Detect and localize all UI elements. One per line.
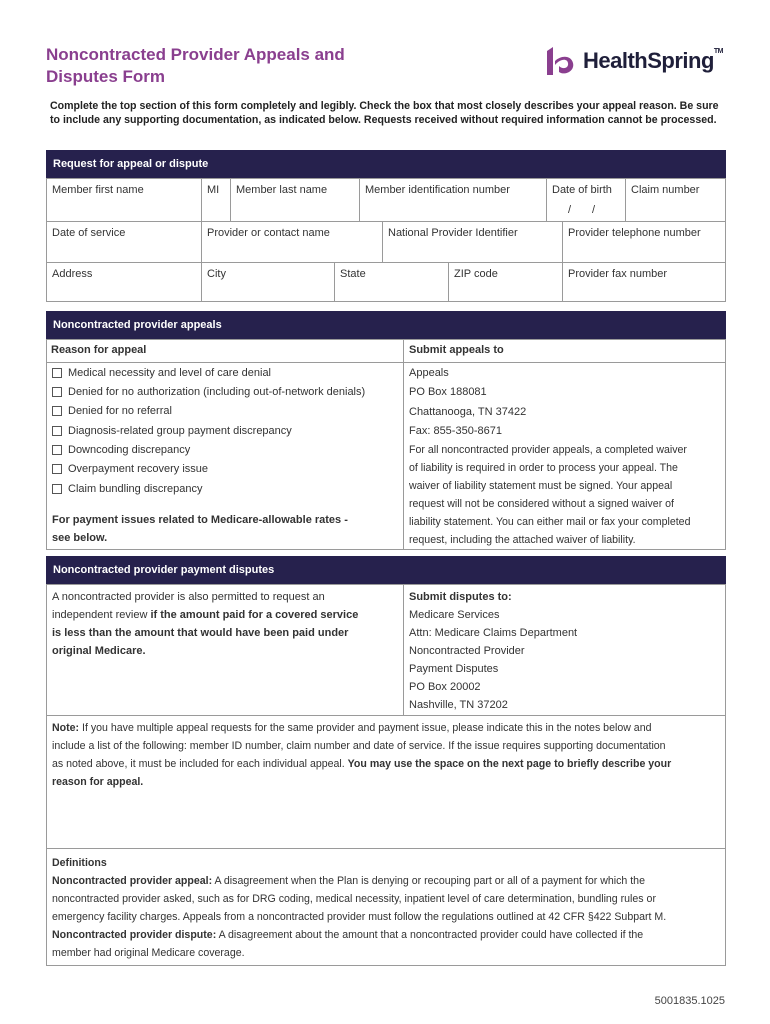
waiver-text-line: request, including the attached waiver of liability. [409,534,636,546]
checkbox[interactable] [52,387,62,397]
disputes-text-line: is less than the amount that would have been paid under [52,627,349,639]
definition-dispute: member had original Medicare coverage. [52,947,245,959]
provider-phone-label: Provider telephone number [568,227,701,239]
reason-header-row [46,339,404,363]
reason-label: Denied for no authorization (including out-of-network denials) [68,386,366,398]
waiver-text-line: For all noncontracted provider appeals, a completed waiver [409,444,687,456]
disputes-section-header: Noncontracted provider payment disputes [46,556,726,584]
checkbox[interactable] [52,445,62,455]
provider-contact-field[interactable] [201,221,383,263]
document-number: 5001835.1025 [654,995,725,1007]
checkbox[interactable] [52,368,62,378]
disputes-address-line: Medicare Services [409,609,500,621]
checkbox[interactable] [52,464,62,474]
disputes-address-line: PO Box 20002 [409,681,481,693]
reason-option[interactable] [52,483,203,495]
healthspring-mark-icon [545,45,577,77]
provider-phone-field[interactable] [562,221,726,263]
member-last-name-label: Member last name [236,184,328,196]
zip-label: ZIP code [454,268,498,280]
member-first-name-label: Member first name [52,184,144,196]
note-text: Note: If you have multiple appeal requests for the same provider and payment issue, please indicate this in the notes below and [52,722,652,734]
member-id-field[interactable] [359,178,547,222]
disputes-address-line: Nashville, TN 37202 [409,699,508,711]
reason-option[interactable] [52,367,271,379]
date-of-service-field[interactable] [46,221,202,263]
provider-fax-field[interactable] [562,262,726,302]
submit-disputes-heading: Submit disputes to: [409,591,512,603]
provider-contact-label: Provider or contact name [207,227,330,239]
reason-label: Overpayment recovery issue [68,463,208,475]
appeals-address-line: PO Box 188081 [409,386,487,398]
mi-field[interactable] [201,178,231,222]
disputes-address-line: Attn: Medicare Claims Department [409,627,578,639]
reason-option[interactable] [52,444,190,456]
appeals-fax-line: Fax: 855-350-8671 [409,425,502,437]
healthspring-logo [545,45,723,77]
reason-label: Medical necessity and level of care denial [68,367,272,379]
claim-number-field[interactable] [625,178,726,222]
note-text: include a list of the following: member ID number, claim number and date of service. If the issue requires supporting documentation [52,740,666,752]
dob-separator: / [592,204,596,216]
waiver-text-line: request will not be considered without a signed waiver of [409,498,674,510]
reason-option[interactable] [52,405,172,417]
definition-dispute: Noncontracted provider dispute: A disagreement about the amount that a noncontracted provider could have collected if the [52,929,644,941]
waiver-text-line: of liability is required in order to process your appeal. The [409,462,678,474]
form-title: Noncontracted Provider Appeals and Disputes Form [46,45,345,86]
address-field[interactable] [46,262,202,302]
date-of-service-label: Date of service [52,227,126,239]
disputes-text-line: A noncontracted provider is also permitted to request an [52,591,325,603]
request-section-header: Request for appeal or dispute [46,150,726,178]
disputes-address-line: Payment Disputes [409,663,499,675]
brand-name: HealthSpring™ [583,48,724,73]
npi-label: National Provider Identifier [388,227,518,239]
waiver-text-line: liability statement. You can either mail or fax your completed [409,516,691,528]
appeals-address-line: Chattanooga, TN 37422 [409,406,527,418]
checkbox[interactable] [52,426,62,436]
intro-text: Complete the top section of this form completely and legibly. Check the box that most closely describes your appeal reason. Be sure to include any supporting documentation, as indicated below. Requests received without required information cannot be processed. [50,100,719,126]
zip-field[interactable] [448,262,563,302]
reason-label: Downcoding discrepancy [68,444,191,456]
appeals-address-line: Appeals [409,367,449,379]
definition-appeal: Noncontracted provider appeal: A disagreement when the Plan is denying or recouping part or all of a payment for which the [52,875,645,887]
reason-label: Claim bundling discrepancy [68,483,203,495]
definitions-heading: Definitions [52,857,107,869]
brand-trademark: TM [713,48,724,55]
reason-option[interactable] [52,386,365,398]
claim-number-label: Claim number [631,184,700,196]
payment-issue-note: For payment issues related to Medicare-allowable rates - [52,514,348,526]
date-of-birth-field[interactable] [546,178,626,222]
reason-option[interactable] [52,463,208,475]
definition-appeal: emergency facility charges. Appeals from a noncontracted provider must follow the regulations outlined at 42 CFR §422 Subpart M. [52,911,667,923]
appeals-section-header: Noncontracted provider appeals [46,311,726,339]
payment-issue-note: see below. [52,532,108,544]
disputes-text-line: independent review if the amount paid for a covered service [52,609,359,621]
checkbox[interactable] [52,484,62,494]
mi-label: MI [207,184,220,196]
note-text: as noted above, it must be included for each individual appeal. You may use the space on the next page to briefly describe your [52,758,672,770]
member-last-name-field[interactable] [230,178,360,222]
reason-label: Diagnosis-related group payment discrepancy [68,425,292,437]
city-label: City [207,268,226,280]
disputes-text-line: original Medicare. [52,645,146,657]
submit-header-row [404,339,725,363]
reason-label: Denied for no referral [68,405,172,417]
state-field[interactable] [334,262,449,302]
checkbox[interactable] [52,406,62,416]
city-field[interactable] [201,262,335,302]
reason-option[interactable] [52,425,292,437]
waiver-text-line: waiver of liability statement must be signed. Your appeal [409,480,673,492]
npi-field[interactable] [382,221,563,263]
submit-appeals-heading: Submit appeals to [409,344,504,356]
definition-appeal: noncontracted provider asked, such as for DRG coding, medical necessity, inpatient level of care determination, bundling rules or [52,893,656,905]
member-id-label: Member identification number [365,184,510,196]
provider-fax-label: Provider fax number [568,268,668,280]
state-label: State [340,268,366,280]
address-label: Address [52,268,93,280]
disputes-address-line: Noncontracted Provider [409,645,525,657]
note-text: reason for appeal. [52,776,144,788]
dob-separator: / [568,204,572,216]
date-of-birth-label: Date of birth [552,184,612,196]
member-first-name-field[interactable] [46,178,202,222]
reason-for-appeal-heading: Reason for appeal [51,344,147,356]
